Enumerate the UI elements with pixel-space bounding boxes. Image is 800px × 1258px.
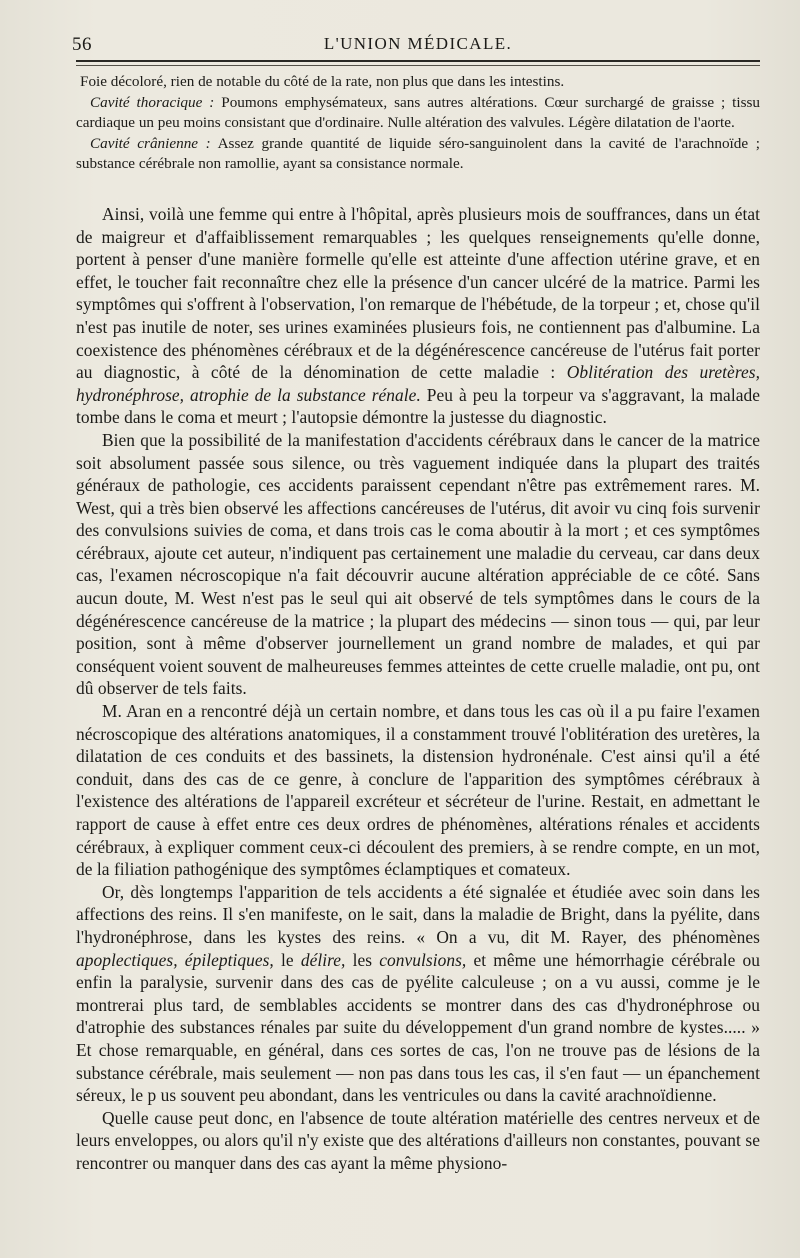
main-text xyxy=(76,203,760,1175)
italic-run: Oblitération des uretères, hydronéphrose, atrophie de la substance rénale. xyxy=(76,362,760,405)
note-text: Assez grande quantité de liquide séro-sanguinolent dans la cavité de l'arachnoïde ; substance cérébrale non ramollie, ayant sa consistance normale. xyxy=(76,134,760,173)
text-run: Ainsi, voilà une femme qui entre à l'hôpital, après plusieurs mois de souffrances, dans un état de maigreur et d'affaiblissement remarquables ; les quelques renseignements qu'elle donne, portent à penser d'une manière formelle qu'elle est atteinte d'une affection utérine grave, et en effet, le toucher fait reconnaître chez elle la présence d'un cancer ulcéré de la matrice. Parmi les symptômes qui s'offrent à l'observation, l'on remarque de l'hébétude, de la torpeur ; et, chose qu'il n'est pas inutile de noter, ses urines examinées plusieurs fois, ne contiennent pas d'albumine. La coexistence des phénomènes cérébraux et de la dégénérescence cancéreuse de l'utérus fait porter au diagnostic, à côté de la dénomination de cette maladie : xyxy=(76,203,760,383)
note-text: Foie décoloré, rien de notable du côté de la rate, non plus que dans les intestins. xyxy=(80,73,565,90)
note-liver xyxy=(76,72,760,93)
text-run: les xyxy=(345,949,380,970)
text-run: Or, dès longtemps l'apparition de tels accidents a été signalée et étudiée avec soin dans les affections des reins. Il s'en manifeste, on le sait, dans la maladie de Bright, dans la pyélite, dans l'hydronéphrose, dans les kystes des reins. « On a vu, dit M. Rayer, des phénomènes xyxy=(76,881,760,947)
note-thoracic xyxy=(76,93,760,134)
paragraph-5: Quelle cause peut donc, en l'absence de toute altération matérielle des centres nerveux et de leurs enveloppes, ou alors qu'il n'y existe que des altérations d'ailleurs non constantes, pouvant se rencontrer ou manquer dans des cas ayant la même physiono- xyxy=(76,1107,760,1173)
note-lead: Cavité crânienne : xyxy=(90,134,211,152)
paragraph-2: Bien que la possibilité de la manifestation d'accidents cérébraux dans le cancer de la matrice soit absolument passée sous silence, ou très vaguement indiquée dans la plupart des traités généraux de pathologie, ces accidents paraissent cependant n'être pas extrêmement rares. M. West, qui a très bien observé les affections cancéreuses de l'utérus, dit avoir vu cinq fois survenir des convulsions suivies de coma, et dans trois cas le coma aboutir à la mort ; et ces symptômes cérébraux, ajoute cet auteur, n'indiquent pas certainement une maladie du cerveau, car dans deux cas, l'examen nécroscopique n'a fait découvrir aucune altération appréciable de ce côté. Sans aucun doute, M. West n'est pas le seul qui ait observé de tels symptômes dans le cours de la dégénérescence cancéreuse de la matrice ; la plupart des médecins — sinon tous — qui, par leur position, sont à même d'observer journellement un grand nombre de malades, et qui par conséquent voient souvent de malheureuses femmes atteintes de cette cruelle maladie, ont pu, ont dû observer de tels faits. xyxy=(76,429,760,699)
italic-run: apoplectiques, épileptiques, xyxy=(76,949,274,970)
page-number: 56 xyxy=(72,34,92,55)
paragraph-4 xyxy=(76,881,760,1107)
note-lead: Cavité thoracique : xyxy=(90,93,215,111)
note-cranial xyxy=(76,134,760,175)
paragraph-3: M. Aran en a rencontré déjà un certain nombre, et dans tous les cas où il a pu faire l'examen nécroscopique des altérations anatomiques, il a constamment trouvé l'oblitération des uretères, la dilatation de ces conduits et des bassinets, la distension hydronénale. C'est ainsi qu'il a été conduit, dans des cas de ce genre, à conclure de l'apparition des symptômes cérébraux à l'existence des altérations de l'appareil excréteur et sécréteur de l'urine. Restait, en admettant le rapport de cause à effet entre ces deux ordres de phénomènes, altérations rénales et accidents cérébraux, à expliquer comment ceux-ci découlent des premiers, à se rendre compte, en un mot, de la filiation pathogénique des symptômes éclamptiques et comateux. xyxy=(76,701,760,880)
page-header xyxy=(72,30,760,62)
paragraph-1 xyxy=(76,203,760,429)
text-run: le xyxy=(273,949,301,970)
text-run: Peu à peu la torpeur va s'aggravant, la malade tombe dans le coma et meurt ; l'autopsie démontre la justesse du diagnostic. xyxy=(76,384,760,428)
italic-run: délire, xyxy=(300,949,346,970)
note-text: Poumons emphysémateux, sans autres altérations. Cœur surchargé de graisse ; tissu cardiaque un peu moins consistant que d'ordinaire. Nulle altération des valvules. Légère dilatation de l'aorte. xyxy=(76,93,760,132)
autopsy-notes xyxy=(76,72,760,175)
italic-run: convulsions, xyxy=(379,949,467,970)
text-run: et même une hémorrhagie cérébrale ou enfin la paralysie, survenir dans des cas de pyélite calculeuse ; on a vu aussi, comme je le montrerai plus tard, de semblables accidents se montrer dans des cas d'hydronéphrose ou d'atrophie des substances rénales par suite du développement d'un grand nombre de kystes..... » Et chose remarquable, en général, dans ces sortes de cas, l'on ne trouve pas de lésions de la substance cérébrale, mais seulement — non pas dans tous les cas, il s'en faut — un épanchement séreux, le p us souvent peu abondant, dans les ventricules ou dans la cavité arachnoïdienne. xyxy=(76,949,760,1106)
running-head: L'UNION MÉDICALE. xyxy=(323,34,513,53)
header-rule xyxy=(76,65,760,66)
